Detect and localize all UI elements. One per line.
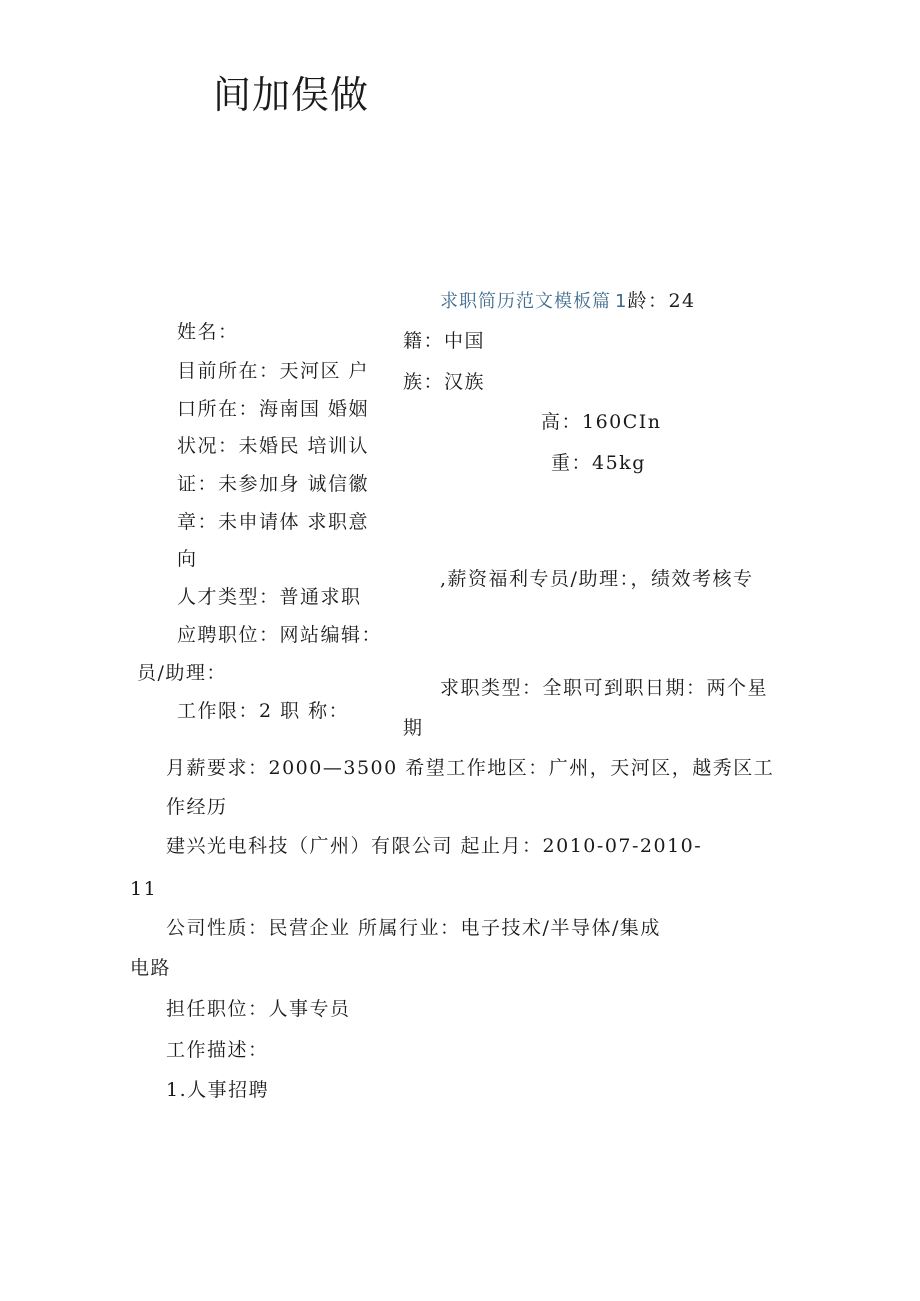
hukou-field: 口所在：海南国 婚姻 [177,398,370,420]
job-intent-label: 向 [177,548,198,570]
company-nature-line: 公司性质：民营企业 所属行业：电子技术/半导体/集成 [166,917,661,939]
held-position-line: 担任职位：人事专员 [166,998,351,1020]
native-place-field: 籍：中国 [403,330,486,352]
company-line-continued: 11 [130,878,158,900]
talent-type-field: 人才类型：普通求职 [177,586,362,608]
applied-position-field: 应聘职位：网站编辑： [177,624,383,646]
positions-field: ,薪资福利专员/助理：，绩效考核专 [440,568,754,590]
work-years-field: 工作限：2 职 称： [177,700,350,722]
marital-status-field: 状况：未婚民 培训认 [177,435,370,457]
job-description-label: 工作描述： [166,1039,269,1061]
job-type-field: 求职类型：全职可到职日期：两个星 [440,677,769,699]
work-history-heading: 作经历 [166,796,228,818]
height-field: 高：160CIn [541,411,662,433]
integrity-badge-field: 章：未申请体 求职意 [177,511,370,533]
resume-heading: 求职简历范文模板篇 [440,291,611,312]
company-line: 建兴光电科技（广州）有限公司 起止月：2010-07-2010- [166,835,703,857]
company-nature-continued: 电路 [130,957,172,979]
page-header-title: 间加俣做 [213,73,370,117]
resume-heading-line [440,289,696,314]
weight-field: 重：45kg [551,452,646,474]
name-field: 姓名： [177,321,239,343]
position-continued: 员/助理： [137,662,227,684]
job-type-continued: 期 [403,717,424,739]
ethnicity-field: 族：汉族 [403,371,486,393]
certification-field: 证：未参加身 诚信徽 [177,473,370,495]
job-description-item-1: 1.人事招聘 [166,1079,270,1101]
salary-requirement-line: 月薪要求：2000—3500 希望工作地区：广州，天河区，越秀区工 [166,757,775,779]
age-field: 龄：24 [627,290,696,312]
current-location-field: 目前所在：天河区 户 [177,360,370,382]
resume-heading-number: 1 [615,291,628,312]
